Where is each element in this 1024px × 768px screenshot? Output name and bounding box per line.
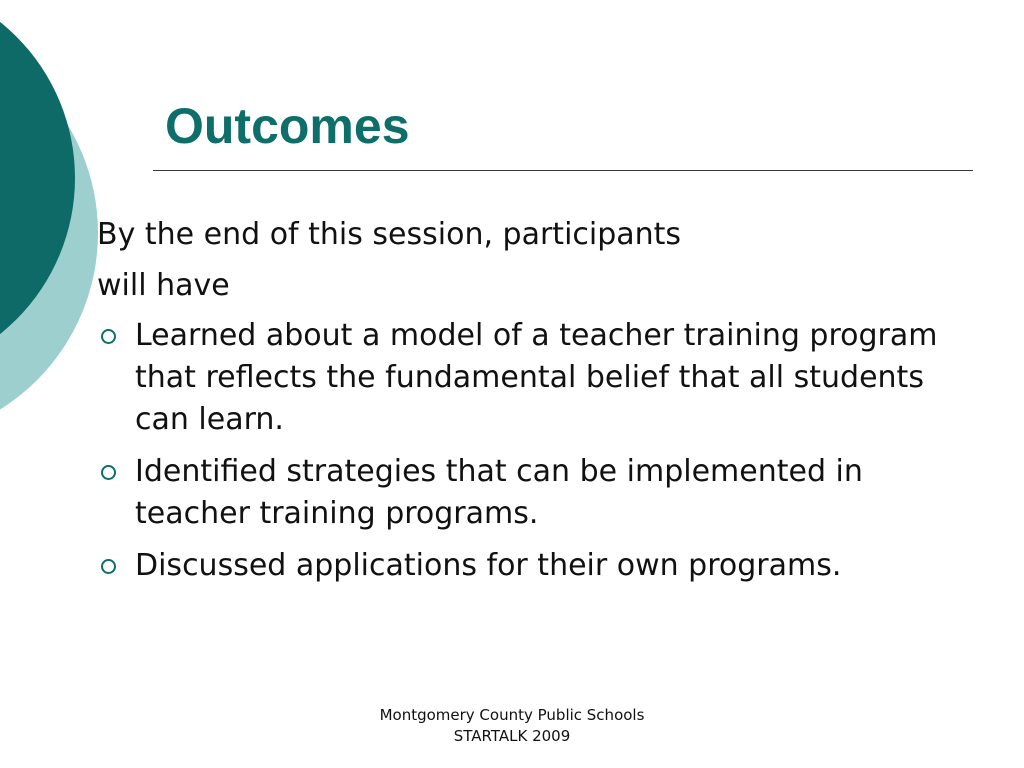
hollow-circle-bullet-icon [101, 559, 116, 574]
outcome-item [97, 315, 977, 441]
intro-line-1: By the end of this session, participants [97, 217, 682, 252]
slide-title: Outcomes [165, 98, 410, 154]
slide-footer [312, 705, 712, 747]
outcome-text: Discussed applications for their own programs. [135, 548, 842, 583]
outcome-text: Identified strategies that can be implemented in teacher training programs. [135, 454, 863, 531]
hollow-circle-bullet-icon [101, 465, 116, 480]
title-underline [153, 170, 973, 171]
outcome-item [97, 545, 977, 587]
outcome-item [97, 451, 977, 535]
footer-program: STARTALK 2009 [453, 727, 571, 745]
slide-body [97, 209, 977, 587]
outcome-text: Learned about a model of a teacher training program that reflects the fundamental belief that all students can learn. [135, 318, 938, 437]
outcome-list [97, 315, 977, 587]
intro-line-2: will have [97, 268, 230, 303]
decorative-circles [0, 0, 110, 410]
hollow-circle-bullet-icon [101, 329, 116, 344]
footer-organization: Montgomery County Public Schools [379, 706, 645, 724]
